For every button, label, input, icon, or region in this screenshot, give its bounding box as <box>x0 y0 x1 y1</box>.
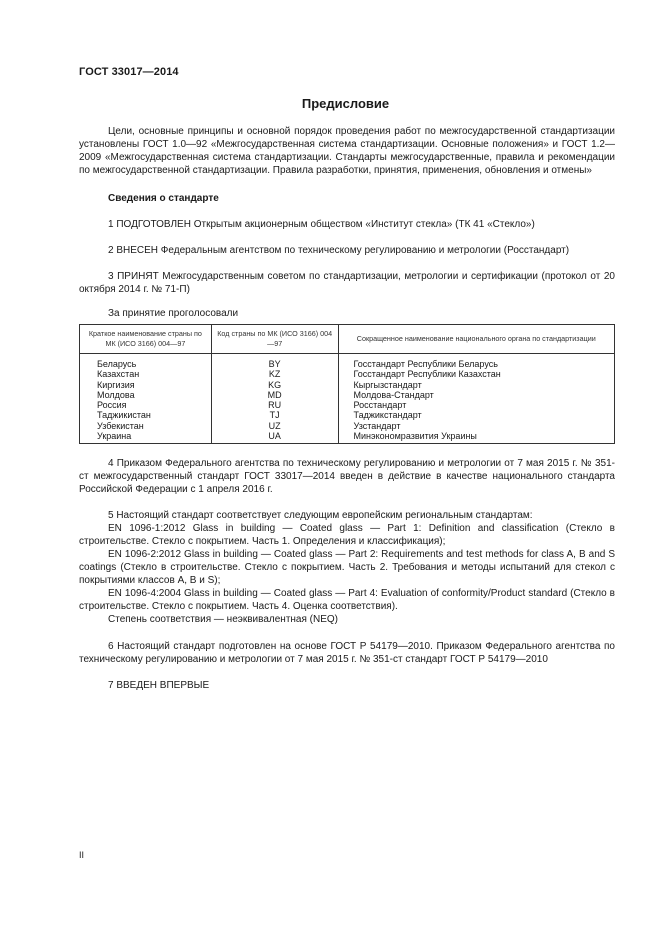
table-row <box>80 431 615 444</box>
country-code: UZ <box>211 421 338 431</box>
page-title: Предисловие <box>301 96 390 111</box>
country-name: Украина <box>80 431 212 444</box>
national-body: Минэкономразвития Украины <box>338 431 614 444</box>
national-body: Молдова-Стандарт <box>338 390 614 400</box>
table-header-row <box>80 325 615 354</box>
country-name: Беларусь <box>80 354 212 370</box>
info-heading: Сведения о стандарте <box>108 193 219 204</box>
header-country-name: Краткое наименование страны по МК (ИСО 3166) 004—97 <box>80 325 212 354</box>
preface-content <box>79 125 615 692</box>
country-name: Казахстан <box>80 369 212 379</box>
item-4: 4 Приказом Федерального агентства по техническому регулированию и метрологии от 7 мая 2015 г. № 351-ст межгосударственный стандарт ГОСТ 33017—2014 введен в действие в качестве национального стандарта Российской Федерации с 1 апреля 2016 г. <box>79 458 615 496</box>
national-body: Госстандарт Республики Казахстан <box>338 369 614 379</box>
country-name: Молдова <box>80 390 212 400</box>
national-body: Узстандарт <box>338 421 614 431</box>
country-name: Киргизия <box>80 380 212 390</box>
en-1096-1: EN 1096-1:2012 Glass in building — Coated glass — Part 1: Definition and classification (Стекло в строительстве. Стекло с покрытием. Часть 1. Определения и классификация); <box>79 523 615 548</box>
table-row <box>80 369 615 379</box>
national-body: Госстандарт Республики Беларусь <box>338 354 614 370</box>
item-2: 2 ВНЕСЕН Федеральным агентством по техническому регулированию и метрологии (Росстандарт) <box>108 245 570 256</box>
item-6: 6 Настоящий стандарт подготовлен на основе ГОСТ Р 54179—2010. Приказом Федерального агентства по техническому регулированию и метрологии от 7 мая 2015 г. № 351-ст стандарт ГОСТ Р 54179—2010 <box>79 641 615 666</box>
en-1096-2: EN 1096-2:2012 Glass in building — Coated glass — Part 2: Requirements and test methods for class A, B and S coatings (Стекло в строительстве. Стекло с покрытием. Часть 2. Требования и методы испытаний для стекол с покрытиями классов А, В и S); <box>79 549 615 587</box>
national-body: Кыргызстандарт <box>338 380 614 390</box>
country-code: UA <box>211 431 338 444</box>
table-row <box>80 421 615 431</box>
table-row <box>80 400 615 410</box>
country-name: Таджикистан <box>80 410 212 420</box>
table-row <box>80 390 615 400</box>
countries-table <box>79 324 615 444</box>
national-body: Росстандарт <box>338 400 614 410</box>
page-number: II <box>79 850 85 860</box>
voted-label: За принятие проголосовали <box>108 308 239 319</box>
conformity-degree: Степень соответствия — неэквивалентная (NEQ) <box>108 614 339 626</box>
en-1096-4: EN 1096-4:2004 Glass in building — Coated glass — Part 4: Evaluation of conformity/Product standard (Стекло в строительстве. Стекло с покрытием. Часть 4. Оценка соответствия). <box>79 588 615 613</box>
country-code: MD <box>211 390 338 400</box>
country-name: Узбекистан <box>80 421 212 431</box>
header-country-code: Код страны по МК (ИСО 3166) 004—97 <box>211 325 338 354</box>
header-national-body: Сокращенное наименование национального органа по стандартизации <box>338 325 614 354</box>
country-code: BY <box>211 354 338 370</box>
item-7: 7 ВВЕДЕН ВПЕРВЫЕ <box>108 680 210 692</box>
country-code: KG <box>211 380 338 390</box>
table-row <box>80 380 615 390</box>
country-code: RU <box>211 400 338 410</box>
country-code: KZ <box>211 369 338 379</box>
national-body: Таджикстандарт <box>338 410 614 420</box>
country-name: Россия <box>80 400 212 410</box>
item-1: 1 ПОДГОТОВЛЕН Открытым акционерным обществом «Институт стекла» (ТК 41 «Стекло») <box>108 219 535 230</box>
table-row <box>80 410 615 420</box>
table-row <box>80 354 615 370</box>
item-3: 3 ПРИНЯТ Межгосударственным советом по стандартизации, метрологии и сертификации (протокол от 20 октября 2014 г. № 71-П) <box>79 271 615 295</box>
intro-paragraph: Цели, основные принципы и основной порядок проведения работ по межгосударственной стандартизации установлены ГОСТ 1.0—92 «Межгосударственная система стандартизации. Основные положения» и ГОСТ 1.2—2009 «Межгосударственная система стандартизации. Стандарты межгосударственные, правила и рекомендации по межгосударственной стандартизации. Правила разработки, принятия, применения, обновления и отмены» <box>79 126 615 176</box>
country-code: TJ <box>211 410 338 420</box>
item-5: 5 Настоящий стандарт соответствует следующим европейским региональным стандартам: <box>108 510 533 522</box>
document-code: ГОСТ 33017—2014 <box>79 66 179 78</box>
